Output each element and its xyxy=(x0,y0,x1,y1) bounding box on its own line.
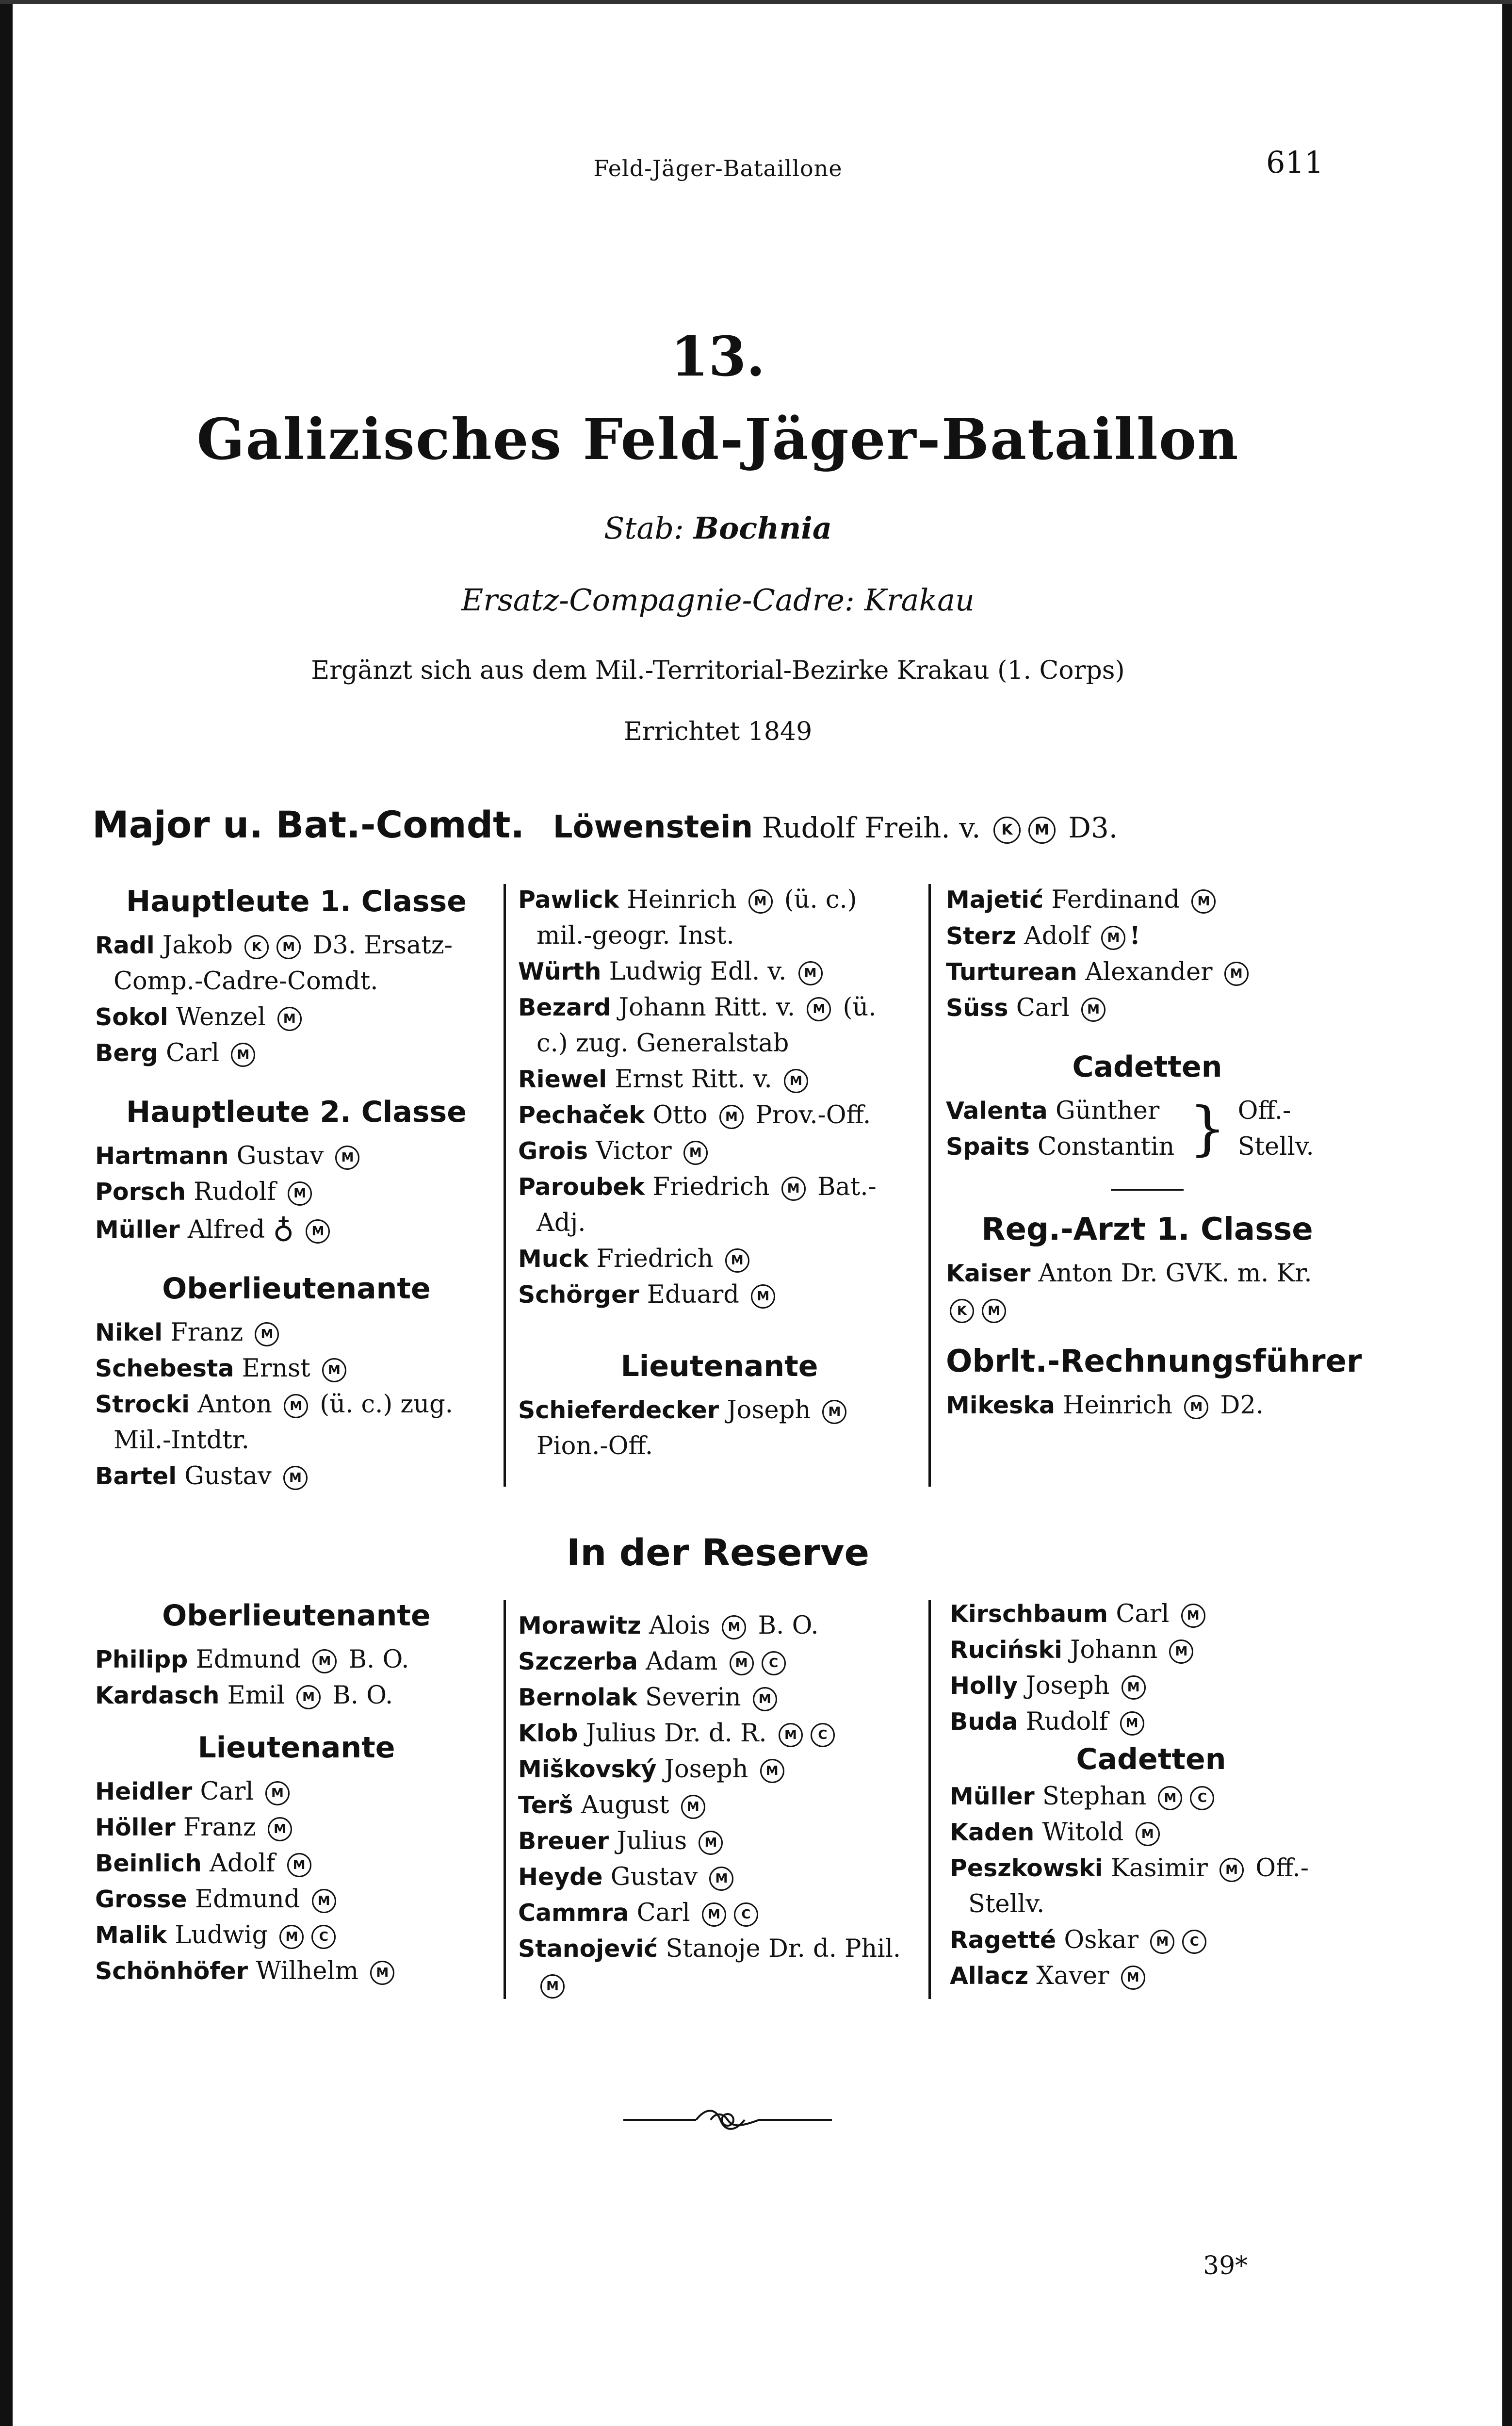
entry-turturean: Turturean Alexander M xyxy=(946,954,1349,990)
order-k-icon: K xyxy=(244,935,269,959)
entry-stanojevic-cont xyxy=(518,1967,921,2003)
heading-rechnungsfuehrer: Obrlt.-Rechnungsführer xyxy=(946,1344,1362,1379)
order-m-icon: M xyxy=(699,1831,723,1855)
order-m-icon: M xyxy=(683,1141,708,1165)
entry-valenta: Valenta Günther xyxy=(946,1097,1160,1125)
order-m-icon: M xyxy=(296,1685,321,1709)
order-m-icon: M xyxy=(312,1889,336,1913)
cadetten-note-1: Off.- xyxy=(1237,1097,1291,1125)
heading-oberlieutenante: Oberlieutenante xyxy=(162,1272,431,1306)
entry-schoenhoefer: Schönhöfer Wilhelm M xyxy=(95,1953,498,1989)
entry-ragette: Ragetté Oskar M C xyxy=(950,1922,1352,1958)
entry-kaiser-orders xyxy=(946,1292,1349,1328)
entry-majetic: Majetić Ferdinand M xyxy=(946,882,1349,918)
entry-klob: Klob Julius Dr. d. R. M C xyxy=(518,1716,921,1752)
entry-malik: Malik Ludwig M C xyxy=(95,1918,498,1953)
heading-reserve-oberlieutenante: Oberlieutenante xyxy=(162,1599,431,1633)
entry-strocki-cont: Mil.-Intdtr. xyxy=(114,1426,249,1455)
order-m-icon: M xyxy=(335,1146,359,1170)
order-m-icon: M xyxy=(753,1687,777,1711)
order-m-icon: M xyxy=(268,1817,292,1841)
order-m-icon: M xyxy=(277,1007,302,1031)
order-m-icon: M xyxy=(1158,1786,1182,1810)
order-m-icon: M xyxy=(322,1358,346,1382)
order-m-icon: M xyxy=(1150,1930,1174,1954)
order-m-icon: M xyxy=(779,1723,803,1747)
order-m-icon: M xyxy=(288,1181,312,1206)
order-m-icon: M xyxy=(1219,1858,1244,1882)
entry-pechacek: Pechaček Otto M Prov.-Off. xyxy=(518,1101,871,1130)
order-k-icon: K xyxy=(950,1299,974,1323)
order-c-icon: C xyxy=(1190,1786,1214,1810)
commander-rank: Major u. Bat.-Comdt. xyxy=(92,803,525,846)
entry-kirschbaum: Kirschbaum Carl M xyxy=(950,1596,1352,1632)
entry-grosse: Grosse Edmund M xyxy=(95,1882,498,1918)
order-m-icon: M xyxy=(748,889,773,914)
entry-radl: Radl Jakob K M D3. Ersatz- xyxy=(95,931,453,960)
active-column-2 xyxy=(518,882,921,1464)
order-m-icon: M xyxy=(1191,889,1216,914)
stab-label: Stab: xyxy=(603,510,684,546)
order-k-icon: K xyxy=(993,817,1021,844)
entry-bernolak: Bernolak Severin M xyxy=(518,1680,921,1716)
cadetten-group xyxy=(946,1093,1349,1165)
entry-buda: Buda Rudolf M xyxy=(950,1704,1352,1740)
heading-lieutenante: Lieutenante xyxy=(620,1349,818,1383)
entry-stanojevic: Stanojević Stanoje Dr. d. Phil. xyxy=(518,1934,901,1963)
reserve-column-1 xyxy=(95,1596,498,1989)
order-m-icon: M xyxy=(822,1400,846,1424)
signature-mark: 39* xyxy=(1203,2251,1248,2280)
entry-breuer: Breuer Julius M xyxy=(518,1823,921,1859)
order-m-icon: M xyxy=(276,935,301,959)
ornament-icon xyxy=(623,2103,832,2137)
active-column-3 xyxy=(946,882,1362,1424)
order-m-icon: M xyxy=(306,1219,330,1244)
heading-hauptleute-1: Hauptleute 1. Classe xyxy=(126,885,467,918)
section-rule xyxy=(1111,1189,1184,1191)
entry-cammra: Cammra Carl M C xyxy=(518,1895,921,1931)
ersatz-line xyxy=(0,582,1436,618)
entry-pawlick-cont: mil.-geogr. Inst. xyxy=(537,921,734,950)
ersatz-label: Ersatz-Compagnie-Cadre: xyxy=(461,582,855,618)
entry-heyde: Heyde Gustav M xyxy=(518,1859,921,1895)
entry-grois: Grois Victor M xyxy=(518,1133,921,1169)
order-c-icon: C xyxy=(762,1651,786,1675)
entry-porsch: Porsch Rudolf M xyxy=(95,1174,498,1210)
stab-line xyxy=(0,510,1436,546)
order-c-icon: C xyxy=(734,1902,758,1927)
order-m-icon: M xyxy=(370,1961,394,1985)
active-column-1 xyxy=(95,882,498,1494)
order-m-icon: M xyxy=(1184,1395,1208,1419)
order-m-icon: M xyxy=(255,1322,279,1346)
ergaenzt-line: Ergänzt sich aus dem Mil.-Territorial-Bezirke Krakau (1. Corps) xyxy=(311,656,1125,685)
entry-bartel: Bartel Gustav M xyxy=(95,1459,498,1494)
entry-suess: Süss Carl M xyxy=(946,990,1349,1026)
cadetten-note-2: Stellv. xyxy=(1237,1132,1314,1161)
reserve-column-3 xyxy=(950,1596,1352,1994)
ersatz-place: Krakau xyxy=(864,582,975,618)
entry-peszkowski: Peszkowski Kasimir M Off.- xyxy=(950,1854,1309,1883)
entry-schieferdecker-cont: Pion.-Off. xyxy=(537,1432,653,1460)
order-c-icon: C xyxy=(1182,1930,1206,1954)
heading-reg-arzt: Reg.-Arzt 1. Classe xyxy=(981,1212,1313,1247)
entry-mueller-alfred: Müller Alfred ♁ M xyxy=(95,1210,498,1248)
order-m-icon: M xyxy=(1169,1639,1193,1664)
entry-riewel: Riewel Ernst Ritt. v. M xyxy=(518,1062,921,1098)
column-divider xyxy=(504,1600,506,1999)
scan-border-top xyxy=(0,0,1512,4)
commander-suffix: D3. xyxy=(1068,811,1118,844)
battalion-number: 13. xyxy=(670,325,765,389)
order-m-icon: M xyxy=(798,961,823,985)
sterz-mark: ! xyxy=(1129,921,1140,951)
order-m-icon: M xyxy=(781,1177,806,1201)
entry-mikeska: Mikeska Heinrich M D2. xyxy=(946,1391,1264,1420)
order-m-icon: M xyxy=(1120,1711,1144,1736)
order-m-icon: M xyxy=(1121,1966,1145,1990)
entry-hartmann: Hartmann Gustav M xyxy=(95,1138,498,1174)
entry-paroubek-cont: Adj. xyxy=(537,1209,586,1237)
page-number: 611 xyxy=(1266,145,1324,180)
order-m-icon: M xyxy=(287,1853,311,1877)
entry-peszkowski-cont: Stellv. xyxy=(968,1890,1045,1918)
order-m-icon: M xyxy=(807,997,831,1021)
order-m-icon: M xyxy=(1028,817,1056,844)
order-m-icon: M xyxy=(284,1394,308,1418)
order-m-icon: M xyxy=(784,1069,808,1093)
column-divider xyxy=(928,884,931,1487)
entry-schoerger: Schörger Eduard M xyxy=(518,1277,921,1313)
entry-bezard: Bezard Johann Ritt. v. M (ü. xyxy=(518,993,877,1022)
cross-symbol-icon: ♁ xyxy=(273,1211,294,1245)
commander-surname: Löwenstein xyxy=(553,809,753,845)
running-head: Feld-Jäger-Bataillone xyxy=(593,155,843,181)
order-c-icon: C xyxy=(811,1723,835,1747)
entry-heidler: Heidler Carl M xyxy=(95,1774,498,1810)
entry-kardasch: Kardasch Emil M B. O. xyxy=(95,1681,393,1710)
entry-wuerth: Würth Ludwig Edl. v. M xyxy=(518,954,921,990)
entry-kaden: Kaden Witold M xyxy=(950,1815,1352,1851)
entry-ters: Terš August M xyxy=(518,1787,921,1823)
heading-reserve-cadetten: Cadetten xyxy=(1076,1742,1226,1776)
battalion-title: Galizisches Feld-Jäger-Bataillon xyxy=(196,407,1239,473)
entry-strocki: Strocki Anton M (ü. c.) zug. xyxy=(95,1390,453,1419)
column-divider xyxy=(504,884,506,1487)
order-m-icon: M xyxy=(279,1925,304,1949)
order-m-icon: M xyxy=(1181,1604,1205,1628)
order-m-icon: M xyxy=(1224,962,1249,986)
entry-spaits: Spaits Constantin xyxy=(946,1132,1175,1161)
heading-hauptleute-2: Hauptleute 2. Classe xyxy=(126,1095,467,1129)
order-m-icon: M xyxy=(231,1043,255,1067)
entry-sterz: Sterz Adolf M ! xyxy=(946,921,1140,951)
entry-beinlich: Beinlich Adolf M xyxy=(95,1846,498,1882)
errichtet-line: Errichtet 1849 xyxy=(623,717,813,746)
entry-pawlick: Pawlick Heinrich M (ü. c.) xyxy=(518,885,857,914)
order-m-icon: M xyxy=(722,1615,746,1639)
order-m-icon: M xyxy=(681,1795,705,1819)
scan-border-right xyxy=(1502,0,1512,2426)
order-m-icon: M xyxy=(719,1105,744,1129)
entry-mueller-stephan: Müller Stephan M C xyxy=(950,1779,1352,1815)
order-m-icon: M xyxy=(1101,926,1125,950)
order-m-icon: M xyxy=(760,1759,784,1783)
entry-rucinski: Ruciński Johann M xyxy=(950,1632,1352,1668)
order-m-icon: M xyxy=(730,1651,754,1675)
order-m-icon: M xyxy=(702,1902,726,1927)
entry-holly: Holly Joseph M xyxy=(950,1668,1352,1704)
entry-sokol: Sokol Wenzel M xyxy=(95,1000,498,1035)
entry-schieferdecker: Schieferdecker Joseph M xyxy=(518,1393,921,1428)
entry-nikel: Nikel Franz M xyxy=(95,1315,498,1351)
commander-line xyxy=(92,803,1402,846)
entry-szczerba: Szczerba Adam M C xyxy=(518,1644,921,1680)
order-m-icon: M xyxy=(1081,998,1106,1022)
heading-reserve-lieutenante: Lieutenante xyxy=(197,1731,395,1765)
entry-philipp: Philipp Edmund M B. O. xyxy=(95,1645,409,1674)
order-m-icon: M xyxy=(265,1781,290,1805)
brace-icon: } xyxy=(1189,1095,1226,1163)
column-divider xyxy=(928,1600,931,1999)
heading-cadetten: Cadetten xyxy=(1072,1050,1222,1084)
order-m-icon: M xyxy=(709,1867,733,1891)
entry-hoeller: Höller Franz M xyxy=(95,1810,498,1846)
entry-miskovsky: Miškovský Joseph M xyxy=(518,1752,921,1787)
order-m-icon: M xyxy=(540,1974,565,1999)
entry-paroubek: Paroubek Friedrich M Bat.- xyxy=(518,1173,877,1201)
order-m-icon: M xyxy=(982,1299,1006,1323)
order-m-icon: M xyxy=(312,1649,337,1673)
reserve-column-2 xyxy=(518,1608,921,2003)
entry-bezard-cont: c.) zug. Generalstab xyxy=(537,1029,789,1058)
entry-schebesta: Schebesta Ernst M xyxy=(95,1351,498,1387)
entry-berg: Berg Carl M xyxy=(95,1035,498,1071)
order-c-icon: C xyxy=(311,1925,336,1949)
commander-given: Rudolf Freih. v. xyxy=(762,811,981,844)
order-m-icon: M xyxy=(751,1284,775,1309)
reserve-title: In der Reserve xyxy=(566,1531,870,1574)
entry-kaiser: Kaiser Anton Dr. GVK. m. Kr. xyxy=(946,1259,1312,1288)
entry-morawitz: Morawitz Alois M B. O. xyxy=(518,1611,819,1640)
order-m-icon: M xyxy=(1136,1822,1160,1846)
order-m-icon: M xyxy=(1122,1675,1146,1700)
order-m-icon: M xyxy=(283,1466,308,1490)
order-m-icon: M xyxy=(725,1248,749,1273)
stab-place: Bochnia xyxy=(693,510,832,546)
entry-allacz: Allacz Xaver M xyxy=(950,1958,1352,1994)
entry-radl-cont: Comp.-Cadre-Comdt. xyxy=(114,967,378,996)
entry-muck: Muck Friedrich M xyxy=(518,1241,921,1277)
